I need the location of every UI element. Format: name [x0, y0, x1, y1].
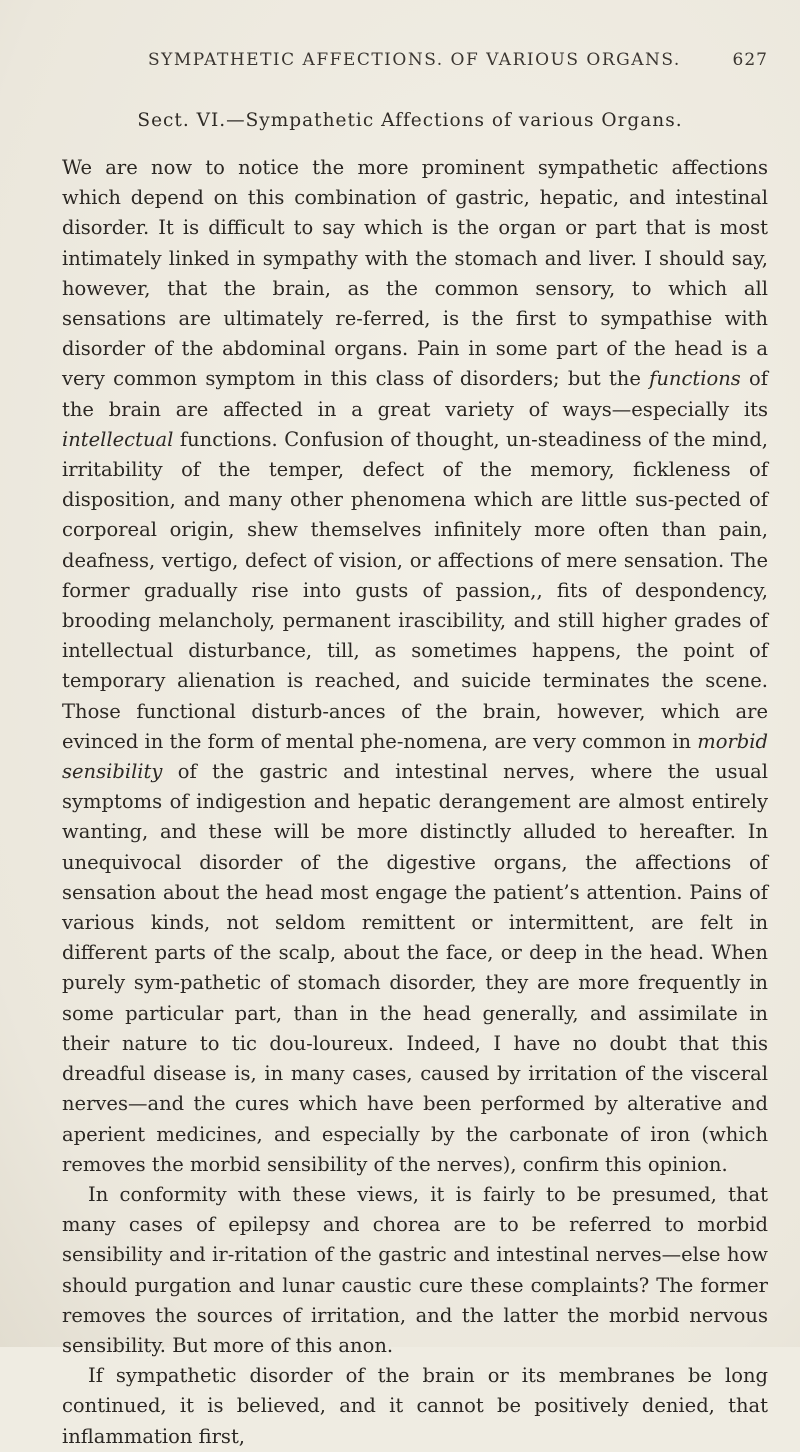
running-head [148, 50, 768, 72]
paragraph-1-text-1: We are now to notice the more prominent sympathetic affections which depend on this combination of gastric, hepatic, and intestinal disorder. It is difficult to say which is the organ or part that is most intimately linked in sympathy with the stomach and liver. I should say, however, that the brain, as the common sensory, to which all sensations are ultimately re-ferred, is the first to sympathise with disorder of the abdominal organs. Pain in some part of the head is a very common symptom in this class of disorders; but the [62, 156, 768, 391]
paragraph-1-text-4: of the gastric and intestinal nerves, where the usual symptoms of indigestion and hepatic derangement are almost entirely wanting, and these will be more distinctly alluded to hereafter. In unequivocal disorder of the digestive organs, the affections of sensation about the head most engage the patient’s attention. Pains of various kinds, not seldom remittent or intermittent, are felt in different parts of the scalp, about the face, or deep in the head. When purely sym-pathetic of stomach disorder, they are more frequently in some particular part, than in the head generally, and assimilate in their nature to tic dou-loureux. Indeed, I have no doubt that this dreadful disease is, in many cases, caused by irritation of the visceral nerves—and the cures which have been performed by alterative and aperient medicines, and especially by the carbonate of iron (which removes the morbid sensibility of the nerves), confirm this opinion. [62, 760, 768, 1176]
paragraph-1-emphasis-morbid-sensibility: morbid sensibility [62, 729, 768, 784]
page-number: 627 [732, 50, 768, 70]
paragraph-3 [62, 1361, 768, 1452]
paragraph-1-text-3: functions. Confusion of thought, un-steadiness of the mind, irritability of the temper, defect of the memory, fickleness of disposition, and many other phenomena which are little sus-pected of corporeal origin, shew themselves infinitely more often than pain, deafness, vertigo, defect of vision, or affections of mere sensation. The former gradually rise into gusts of passion,, fits of despondency, brooding melancholy, permanent irascibility, and still higher grades of intellectual disturbance, till, as sometimes happens, the point of temporary alienation is reached, and suicide terminates the scene. Those functional disturb-ances of the brain, however, which are evinced in the form of mental phe-nomena, are very common in [62, 427, 768, 753]
paragraph-1-emphasis-functions: functions [649, 367, 741, 391]
paragraph-2 [62, 1180, 768, 1361]
paragraph-2-text: In conformity with these views, it is fairly to be presumed, that many cases of epilepsy and chorea are to be referred to morbid sensibility and ir-ritation of the gastric and intestinal nerves—else how should purgation and lunar caustic cure these complaints? The former removes the sources of irritation, and the latter the morbid nervous sensibility. But more of this anon. [62, 1182, 768, 1357]
section-heading: Sect. VI.—Sympathetic Affections of various Organs. [137, 110, 683, 131]
paragraph-1-emphasis-intellectual: intellectual [62, 427, 174, 451]
paragraph-3-text: If sympathetic disorder of the brain or its membranes be long continued, it is believed, and it cannot be positively denied, that inflammation first, [62, 1364, 768, 1448]
paragraph-1-text-2: of the brain are affected in a great variety of ways—especially its [62, 367, 768, 421]
running-title: SYMPATHETIC AFFECTIONS. OF VARIOUS ORGANS. [148, 50, 681, 70]
body-text [62, 153, 768, 1452]
paragraph-1 [62, 153, 768, 1180]
